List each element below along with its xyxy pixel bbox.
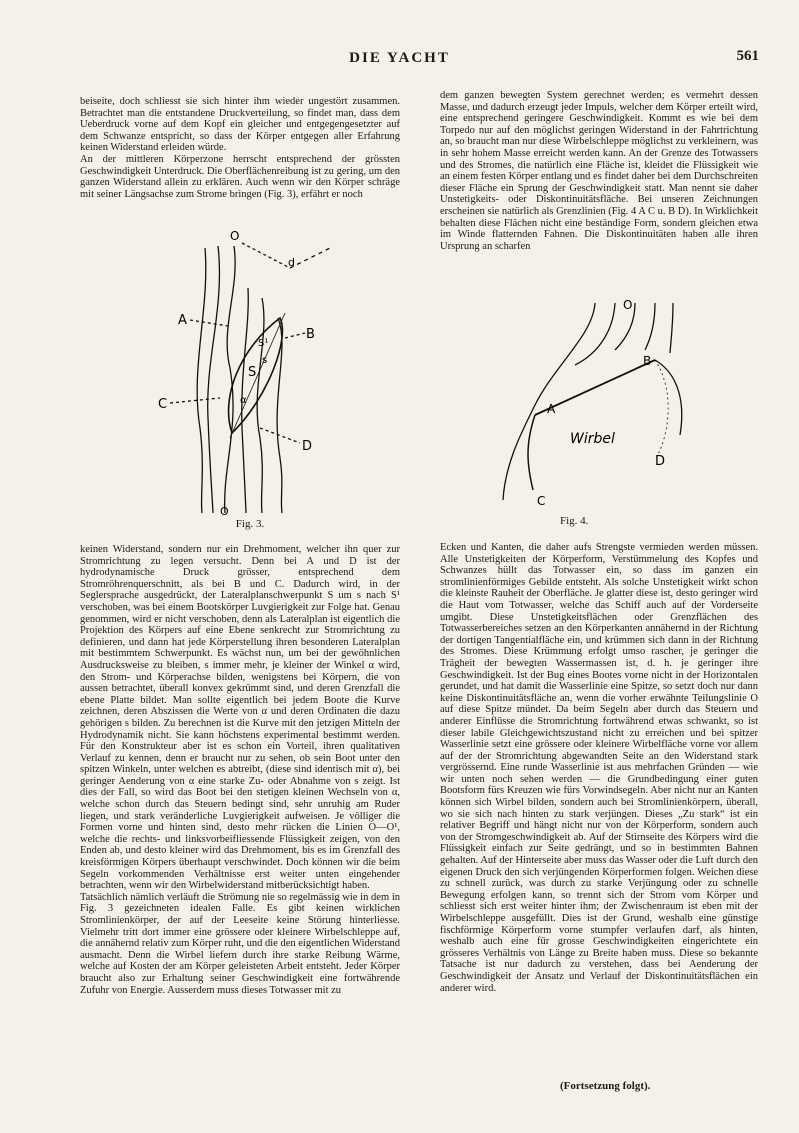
text-column-bottom-left: keinen Widerstand, sondern nur ein Drehmoment, welcher ihn quer zur Stromrichtung zu legen versucht. Denn bei A und D ist der hydrodynamische Druck grösser, entsprechend dem Stromröhrenquerschnitt, als bei B und C. Dadurch wird, in der Seglersprache ausgedrückt, der Lateralplanschwerpunkt S um s nach S¹ verschoben, was bei einem Bootskörper Luvgierigkeit zur Folge hat. Genau genommen, wird er nicht verschoben, denn als Lateralplan ist eigentlich die Projektion des Körpers auf eine Ebene senkrecht zur Stromrichtung zu definieren, und dann hat jede Körperstellung ihren besonderen Lateralplan mit bestimmtem Schwerpunkt. Es wächst nun, um bei der gewöhnlichen Ausdrucksweise zu bleiben, s immer mehr, je kleiner der Winkel α wird, den Strom- und Körperachse bilden, wenigstens bei Körpern, die von aussen betrachtet, überall konvex gekrümmt sind, und deren Grenzfall die ebene Platte bildet. Man sollte eigentlich bei jedem Boote die Kurve zeichnen, deren Abszissen die Werte von α und deren Ordinaten die dazu gehörigen s bilden. Zu berechnen ist die Kurve mit den jetzigen Mitteln der Hydrodynamik nicht. Sie kann höchstens experimental bestimmt werden. Für den Konstrukteur aber ist es schon ein Vorteil, ihren qualitativen Verlauf zu kennen, denn er braucht nur zu sehen, ob sein Boot unter den spitzen Winkeln, unter welchen es abtreibt, (diese sind identisch mit α), bei geringer Aenderung von α eine starke Zu- oder Abnahme von s zeigt. Ist dies der Fall, so wird das Boot bei den stetigen kleinen Wechseln von α, welche schon durch das Steuern bedingt sind, sehr unruhig am Ruder liegen, und stark veränderliche Luvgierigkeit aufweisen. Je völliger die Formen vorne und hinten sind, desto mehr rücken die Linien O—O¹, welche die rechts- und linksvorbeifliessende Flüssigkeit zeigen, von den Enden ab, und desto kleiner wird das Drehmoment, bis es im Grenzfall des kreisförmigen Körpers überhaupt verschwindet. Doch können wir die beim Segeln vorkommenden Verhältnisse erst weiter unten eingehender betrachten, wenn wir den Wirbelwiderstand mitberücksichtigt haben. Tatsächlich nämlich verläuft die Strömung nie so regelmässig wie in dem in Fig. 3 gezeichneten idealen Falle. Es gibt keinen wirklichen Stromlinienkörper, der auf der Leeseite keine Störung hinterliesse. Vielmehr tritt dort immer eine grössere oder kleinere Wirbelschleppe auf, die annähernd relativ zum Körper ruht, und die den eigentlichen Widerstand ausmacht. Denn die Wirbel liefern durch ihre starke Reibung Wärme, welche auf Kosten der am Körper geleisteten Arbeit entsteht. Jeder Körper braucht also zur Erhaltung seiner Geschwindigkeit eine fortwährende Zufuhr von Energie. Ausserdem muss dieses Totwasser mit zu — [80, 544, 400, 996]
fig4-label-o: O — [623, 298, 633, 312]
fig4-label-c: C — [537, 494, 546, 508]
figure-3-caption: Fig. 3. — [235, 518, 265, 530]
streamline — [208, 246, 220, 513]
streamline — [575, 303, 615, 365]
continuation-note: (Fortsetzung folgt). — [560, 1080, 651, 1092]
fig3-label-o-bottom: O — [220, 505, 229, 518]
fig3-label-s: S — [248, 365, 257, 380]
leader-line — [190, 320, 228, 326]
fig3-label-a: A — [178, 313, 187, 328]
leader-line — [290, 248, 330, 268]
leader-line — [285, 333, 305, 338]
figure-4-caption: Fig. 4. — [560, 515, 589, 527]
text-column-bottom-right: Ecken und Kanten, die daher aufs Strengste vermieden werden müssen. Alle Unstetigkeiten der Körperform, Verstümmelung des Kopfes und Schwanzes hüllt das Totwasser ein, so dass im ganzen ein stromlinienförmiges Gebilde entsteht. Als solche Unstetigkeit wirkt schon die kleinste Rauheit der Oberfläche. Je glatter diese ist, desto geringer wird die Haut vom Totwasser, welche das Schiff auch auf der Vorderseite umgibt. Diese Unstetigkeitsflächen oder Grenzflächen des Totwasserbereiches setzen an den Körperkanten annähernd in der Richtung der dortigen Tangentialfläche ein, und krümmen sich dann in der Richtung des Stromes. Diese Krümmung erfolgt umso rascher, je geringer die Trägheit der bewegten Wassermassen ist, d. h. je geringer ihre Geschwindigkeit. Ist der Bug eines Bootes vorne nicht in der Horizontalen gerundet, und hat damit die Wasserlinie eine Spitze, so setzt doch nur dann keine Diskontinuitätsfläche an, wenn die vorher erwähnte Teilungslinie O auf diese Spitze mündet. Da beim Segeln aber durch das Steuern und anderer Einflüsse die Stromrichtung fortwährend etwas schwankt, so ist dieser labile Gleichgewichtszustand nicht zu erreichen und bei spitzer Wasserlinie setzt eine grössere oder kleinere Wirbelfläche vorne vor allem auf der der Stromrichtung abgewandten Seite an den Widerstand stark vergrössernd. Eine runde Wasserlinie ist aus mehrfachen Gründen — wie wir unten noch sehen werden — die Grundbedingung einer guten Bootsform fürs Kreuzen wie fürs Vorwindsegeln. Aber nicht nur an Kanten können sich Wirbel bilden, sondern auch bei Stromlinienkörpern, überall, wo sie sich nach hinten zu stark verjüngen. Dieses „Zu stark“ ist ein relativer Begriff und hängt nicht nur von der Körperform, sondern auch von der Stromgeschwindigkeit ab. Auf der Stirnseite des Körpers wird die Flüssigkeit einfach zur Seite gedrängt, und so in bestimmten Bahnen gehalten. Auf der Hinterseite aber muss das Wasser oder die Luft durch den eigenen Druck den sich verjüngenden Körperformen folgen. Weichen diese zu schnell zurück, was durch zu starke Verjüngung oder zu schnelle Bewegung erfolgen kann, so trennt sich der Strom vom Körper und schliesst sich erst weiter hinter ihm; der Zwischenraum ist eben mit der Wirbelschleppe ausgefüllt. Dies ist der Grund, weshalb eine günstige fischförmige Körperform vorne stumpfer verlaufen darf, als hinten, weshalb auch eine für grosse Geschwindigkeiten eingerichtete ein grösseres Verhältnis von Länge zu Breite haben muss. Diese so bekannte Tatsache ist nur dadurch zu verstehen, dass bei Aenderung der Geschwindigkeit der Ansatz und Verlauf der Diskontinuitätsflächen ein anderer wird. — [440, 542, 758, 994]
figure-3-diagram — [150, 228, 350, 518]
fig3-label-alpha: α — [240, 395, 247, 406]
fig4-label-a: A — [547, 402, 556, 416]
leader-line — [242, 243, 290, 268]
fig4-label-d: D — [655, 454, 666, 469]
fig3-label-d: D — [302, 439, 313, 454]
figure-4-diagram — [495, 295, 695, 510]
text-column-top-right: dem ganzen bewegten System gerechnet werden; es vermehrt dessen Masse, und dadurch erzeugt jeder Impuls, welcher dem Körper erteilt wird, eine entsprechend geringere Geschwindigkeit. Kommt es wie bei dem Torpedo nur auf den möglichst geringen Widerstand in der Fahrtrichtung an, so braucht man nur diese Wirbelschleppe möglichst zu verkleinern, was in sehr hohem Masse erreicht werden kann. An der Grenze des Totwassers und des Stromes, die natürlich eine Fläche ist, kleidet die Flüssigkeit wie an einem festen Körper entlang und es findet daher bei dem Durchschreiten dieser Fläche ein Sprung der Geschwindigkeit statt. Man nennt sie daher Unstetigkeits- oder Diskontinuitätsfläche. Bei unseren Zeichnungen erscheinen sie natürlich als Grenzlinien (Fig. 4 A C u. B D). In Wirklichkeit behalten diese Flächen nicht eine beständige Form, sondern gleichen etwa im Winde flatternden Fahnen. Die Diskontinuitäten haben alle ihren Ursprung an scharfen — [440, 90, 758, 252]
streamline — [277, 318, 282, 513]
leader-line — [260, 428, 300, 443]
running-header-title: DIE YACHT — [349, 50, 450, 66]
discontinuity-line-ac — [528, 415, 535, 490]
body-right-edge — [655, 360, 682, 435]
streamline — [645, 303, 655, 350]
fig3-label-b: B — [306, 327, 315, 342]
fig3-label-d-top: d — [288, 256, 295, 269]
fig3-label-s1: S¹ — [258, 338, 269, 349]
streamline — [197, 248, 206, 513]
streamline — [670, 303, 673, 353]
leader-line — [170, 398, 220, 403]
fig4-label-wirbel: Wirbel — [570, 431, 615, 447]
fig3-label-o-top: O — [230, 229, 240, 243]
page-number: 561 — [736, 48, 759, 64]
text-column-top-left: beiseite, doch schliesst sie sich hinter ihm wieder ungestört zusammen. Betrachtet man die entstandene Druckverteilung, so findet man, dass dem Ueberdruck vorne auf dem Kopf ein gleicher und entgegengesetzter auf dem Schwanze entspricht, so dass der Körper entgegen aller Erfahrung keinen Widerstand erleiden würde. An der mittleren Körperzone herrscht entsprechend der grössten Geschwindigkeit Unterdruck. Die Oberflächenreibung ist zu gering, um den ganzen Widerstand allein zu erklären. Auch wenn wir den Körper schräge mit seiner Längsachse zum Strome bringen (Fig. 3), erfährt er noch — [80, 96, 400, 200]
fig4-label-b: B — [643, 354, 652, 368]
fig3-label-small-s: s — [262, 355, 268, 366]
streamline — [257, 298, 264, 513]
discontinuity-line-bd — [655, 360, 668, 460]
fig3-label-c: C — [158, 397, 168, 412]
